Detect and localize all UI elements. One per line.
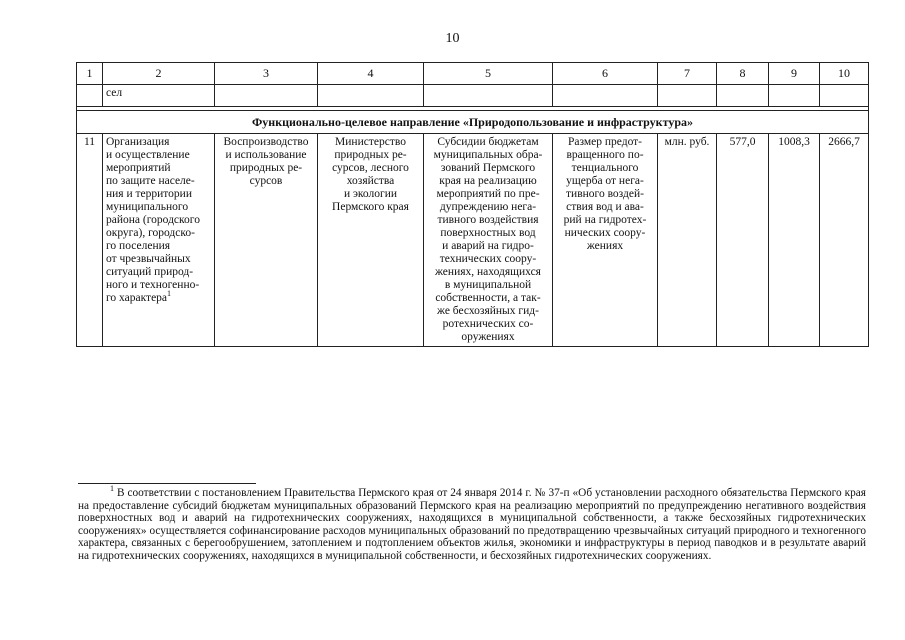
footnote-ref: 1 [167, 289, 172, 299]
cell-line: муниципальных обра- [433, 149, 543, 161]
cell-line: Пермского края [332, 201, 409, 213]
cell-line: сурсов, лесного [332, 162, 409, 174]
footnote-divider [78, 483, 256, 484]
cell-line: в муниципальной [444, 279, 532, 291]
cell-line: ущерба от нега- [566, 175, 644, 187]
footnote-text: В соответствии с постановлением Правительства Пермского края от 24 января 2014 г. № 37-п «Об установлении расходного обязательства Пермского края на предоставление субсидий бюджетам муниципальных образований Пермского края на реализацию мероприятий по предупреждению негативного воздействия поверхностных вод и аварий на гидротехнических сооружениях, находящихся в муниципальной собственности, а также бесхозяйных гидротехнических сооружениях» осуществляется софинансирование расходов муниципальных образований по предотвращению чрезвычайных ситуаций природного и техногенного характера, связанных с берегообрушением, затоплением и подтоплением объектов жилья, экономики и инфраструктуры в период паводков и в результате аварий на гидротехнических сооружениях, находящихся в муниципальной собственности, и бесхозяйных гидротехнических сооружениях. [78, 487, 866, 562]
column-header: 10 [820, 63, 869, 85]
cell-line: вращенного по- [566, 149, 644, 161]
cell-line: го характера$^1$ [106, 289, 172, 304]
cell-line: поверхностных вод [440, 227, 536, 239]
cell-line: и осуществление [106, 149, 190, 161]
cell-line: тивного воздействия [437, 214, 539, 226]
subsidy-lines [427, 136, 549, 344]
cell-line: тивного воздей- [566, 188, 644, 200]
cell-line: природных ре- [229, 162, 303, 174]
cell-line: ния и территории [106, 188, 192, 200]
cell-line: хозяйства [346, 175, 395, 187]
column-header: 3 [215, 63, 318, 85]
cell-line: природных ре- [334, 149, 407, 161]
cell-line: мероприятий по пре- [436, 188, 540, 200]
section-row [77, 111, 869, 134]
cell-line: технических соору- [439, 253, 537, 265]
subsidy-cell [424, 134, 553, 347]
column-header: 2 [103, 63, 215, 85]
cell-line: края на реализацию [439, 175, 537, 187]
cell-line: ного и техногенно- [106, 279, 200, 291]
column-header: 9 [769, 63, 820, 85]
cell-line: сурсов [249, 175, 283, 187]
ministry-lines [321, 136, 420, 214]
section-title: Функционально-целевое направление «Природопользование и инфраструктура» [77, 111, 869, 134]
row-number: 11 [77, 134, 103, 347]
cell-line: муниципального [106, 201, 189, 213]
program-table [76, 62, 869, 347]
footnote [78, 484, 866, 563]
cell-line: го поселения [106, 240, 171, 252]
cell-line: нических соору- [564, 227, 646, 239]
direction-lines [218, 136, 314, 188]
cell-line: округа), городско- [106, 227, 195, 239]
activity-name-lines [106, 136, 211, 305]
cell-line: оружениях [461, 331, 515, 343]
cell-line: зований Пермского [440, 162, 536, 174]
cell-line: тенциального [571, 162, 639, 174]
cell-line: мероприятий [106, 162, 171, 174]
cell-line: ствия вод и ава- [566, 201, 644, 213]
cell-line: жениях [586, 240, 624, 252]
column-header: 6 [553, 63, 658, 85]
column-header-row [77, 63, 869, 85]
carryover-text: сел [103, 85, 215, 107]
column-header: 7 [658, 63, 717, 85]
cell-line: рий на гидротех- [563, 214, 647, 226]
cell-line: и использование [225, 149, 307, 161]
ministry-cell [318, 134, 424, 347]
value-col8: 577,0 [717, 134, 769, 347]
activity-name-cell [103, 134, 215, 347]
cell-line: и аварий на гидро- [442, 240, 534, 252]
unit-cell: млн. руб. [658, 134, 717, 347]
column-header: 4 [318, 63, 424, 85]
cell-line: Воспроизводство [223, 136, 309, 148]
cell-line: собственности, а так- [435, 292, 541, 304]
column-header: 1 [77, 63, 103, 85]
value-col10: 2666,7 [820, 134, 869, 347]
cell-line: района (городского [106, 214, 200, 226]
cell-line: ротехнических со- [442, 318, 534, 330]
indicator-lines [556, 136, 654, 253]
cell-line: Субсидии бюджетам [437, 136, 539, 148]
cell-line: Министерство [335, 136, 406, 148]
carryover-row [77, 85, 869, 107]
cell-line: по защите населе- [106, 175, 195, 187]
cell-line: Размер предот- [567, 136, 643, 148]
value-col9: 1008,3 [769, 134, 820, 347]
direction-cell [215, 134, 318, 347]
column-header: 5 [424, 63, 553, 85]
cell-line: от чрезвычайных [106, 253, 191, 265]
footnote-marker: 1 [110, 484, 114, 494]
column-header: 8 [717, 63, 769, 85]
cell-line: ситуаций природ- [106, 266, 194, 278]
cell-line: жениях, находящихся [435, 266, 541, 278]
indicator-cell [553, 134, 658, 347]
cell-line: Организация [106, 136, 170, 148]
cell-line: же бесхозяйных гид- [437, 305, 539, 317]
table-row [77, 134, 869, 347]
cell-line: дупреждению нега- [439, 201, 537, 213]
cell-line: и экологии [343, 188, 398, 200]
page-number: 10 [445, 31, 460, 46]
